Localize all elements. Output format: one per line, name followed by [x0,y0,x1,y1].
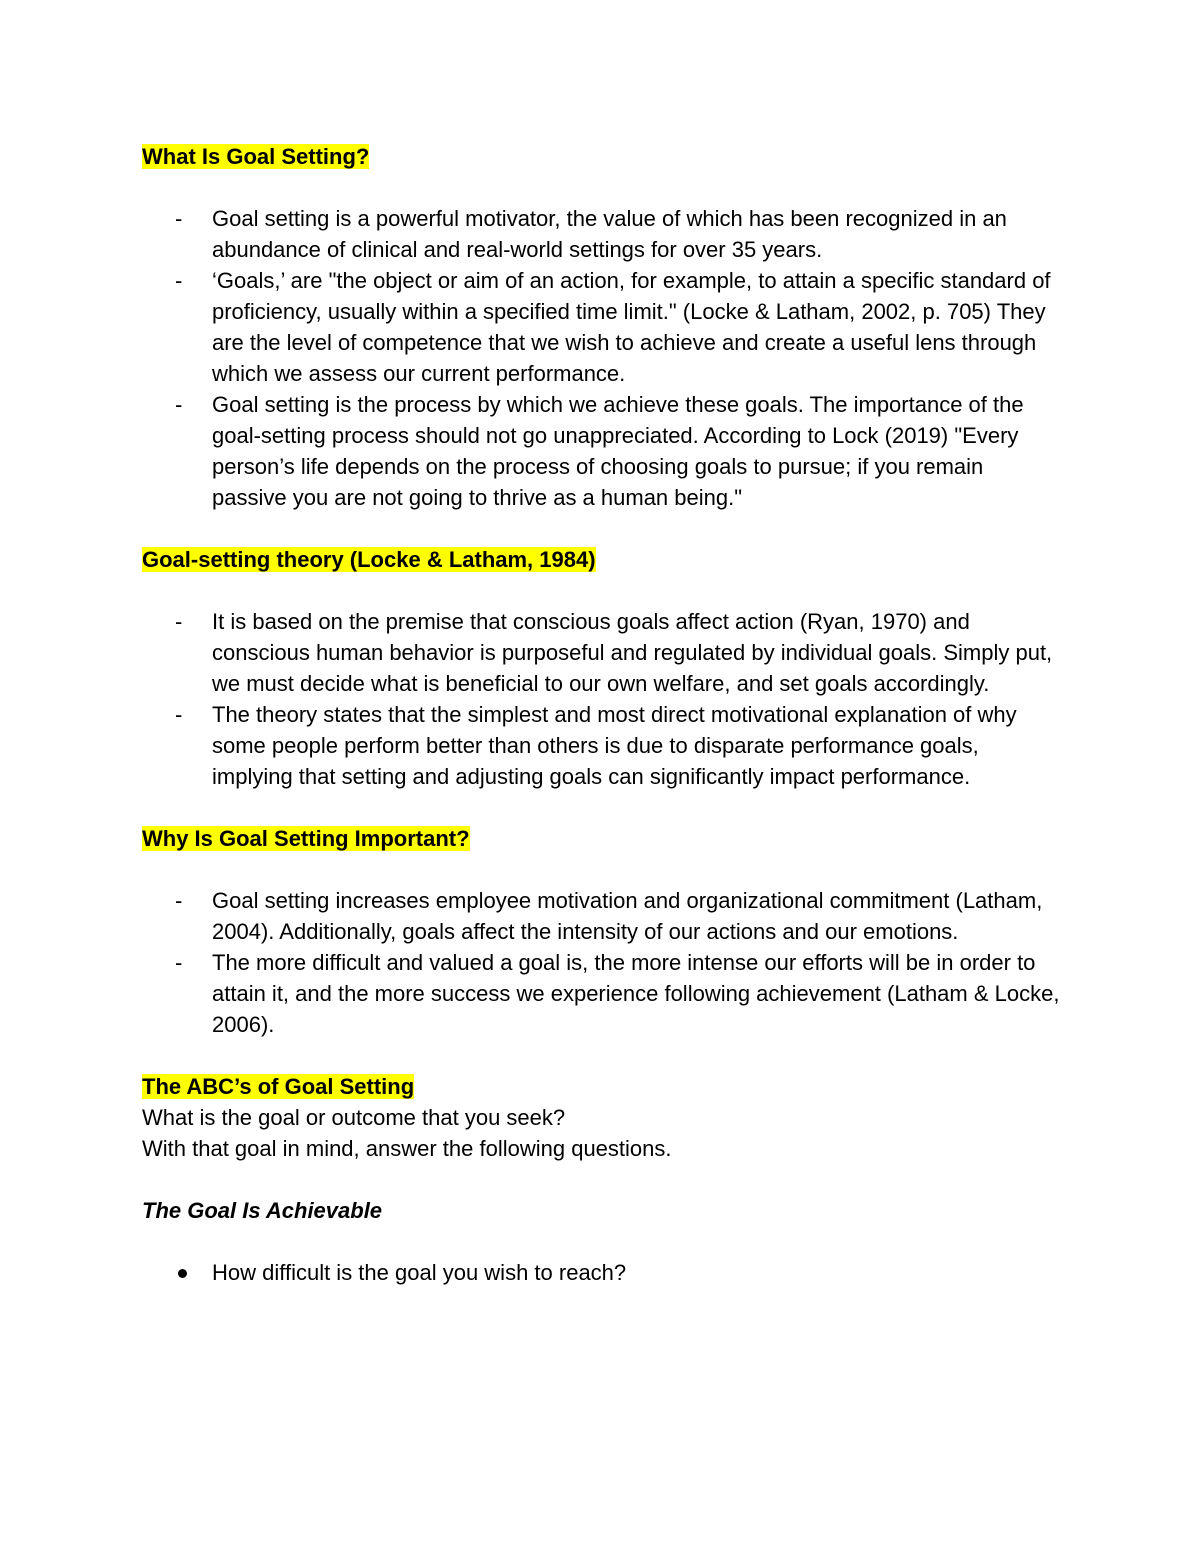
section-heading: The ABC’s of Goal Setting [142,1074,415,1099]
section-heading: Why Is Goal Setting Important? [142,826,470,851]
list-item: - The theory states that the simplest and most direct motivational explanation of why some people perform better than others is due to disparate performance goals, implying that setting and adjusting goals can significantly impact performance. [142,699,1062,792]
spacer [142,513,1062,544]
list-item: - The more difficult and valued a goal is, the more intense our efforts will be in order to attain it, and the more success we experience following achievement (Latham & Locke, 2006). [142,947,1062,1040]
dash-marker: - [175,950,183,975]
subsection-heading: The Goal Is Achievable [142,1198,383,1223]
list-item: How difficult is the goal you wish to reach? [142,1257,1062,1288]
spacer [142,575,1062,606]
bullet-list [142,885,1062,1040]
section-heading: What Is Goal Setting? [142,144,370,169]
spacer [142,792,1062,823]
list-item: - Goal setting is a powerful motivator, the value of which has been recognized in an abundance of clinical and real-world settings for over 35 years. [142,203,1062,265]
spacer [142,854,1062,885]
dash-marker: - [175,702,183,727]
dash-marker: - [175,609,183,634]
section-heading: Goal-setting theory (Locke & Latham, 1984) [142,547,596,572]
list-item: - Goal setting increases employee motivation and organizational commitment (Latham, 2004). Additionally, goals affect the intensity of our actions and our emotions. [142,885,1062,947]
spacer [142,1164,1062,1195]
dash-marker: - [175,392,183,417]
list-item: - Goal setting is the process by which we achieve these goals. The importance of the goal-setting process should not go unappreciated. According to Lock (2019) "Every person’s life depends on the process of choosing goals to pursue; if you remain passive you are not going to thrive as a human being." [142,389,1062,513]
bullet-list [142,203,1062,513]
spacer [142,1040,1062,1071]
spacer [142,172,1062,203]
list-item: - ‘Goals,’ are "the object or aim of an action, for example, to attain a specific standard of proficiency, usually within a specified time limit." (Locke & Latham, 2002, p. 705) They are the level of competence that we wish to achieve and create a useful lens through which we assess our current performance. [142,265,1062,389]
paragraph-line: What is the goal or outcome that you seek? [142,1105,566,1130]
paragraph-line: With that goal in mind, answer the following questions. [142,1136,672,1161]
bullet-list [142,1257,1062,1288]
dash-marker: - [175,206,183,231]
dash-marker: - [175,888,183,913]
document-page [142,141,1062,1288]
list-item: - It is based on the premise that conscious goals affect action (Ryan, 1970) and conscious human behavior is purposeful and regulated by individual goals. Simply put, we must decide what is beneficial to our own welfare, and set goals accordingly. [142,606,1062,699]
spacer [142,1226,1062,1257]
dash-marker: - [175,268,183,293]
bullet-dot-icon [178,1269,187,1278]
bullet-list [142,606,1062,792]
